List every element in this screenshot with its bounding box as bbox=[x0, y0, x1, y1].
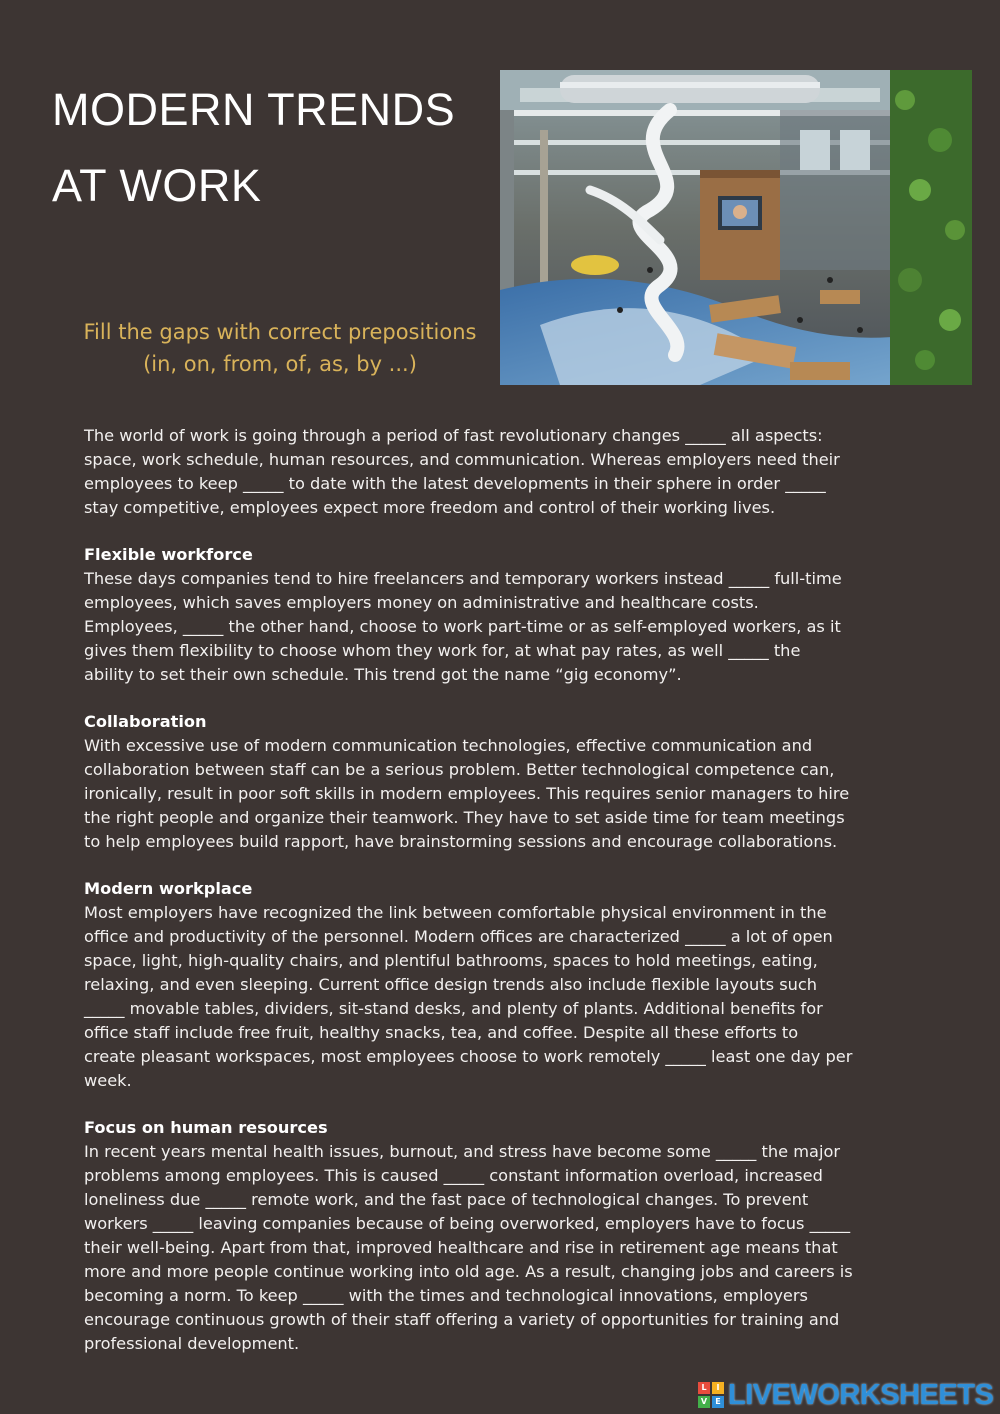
logo-cube: V bbox=[698, 1396, 710, 1408]
title-line-1: MODERN TRENDS bbox=[52, 84, 456, 135]
section-heading: Modern workplace bbox=[84, 879, 253, 898]
section-text: In recent years mental health issues, burnout, and stress have become some _____ the major problems among employees. This is caused _____ constant information overload, increased loneliness due _____ remote work, and the fast pace of technological changes. To prevent workers _____ leaving companies because of being overworked, employers have to focus _____ their well-being. Apart from that, improved healthcare and rise in retirement age means that more and more people continue working into old age. As a result, changing jobs and careers is becoming a norm. To keep _____ with the times and technological innovations, employers encourage continuous growth of their staff offering a variety of opportunities for training and professional development. bbox=[84, 1142, 853, 1353]
section-collaboration bbox=[84, 710, 854, 854]
intro-paragraph: The world of work is going through a period of fast revolutionary changes _____ all aspects: space, work schedule, human resources, and communication. Whereas employers need their employees to keep _____ to date with the latest developments in their sphere in order _____ stay competitive, employees expect more freedom and control of their working lives. bbox=[84, 426, 840, 517]
logo-cube: I bbox=[712, 1382, 724, 1394]
logo-cube: E bbox=[712, 1396, 724, 1408]
section-human-resources bbox=[84, 1116, 854, 1356]
instructions-line-2: (in, on, from, of, as, by ...) bbox=[143, 352, 417, 376]
page-title bbox=[52, 72, 492, 224]
instructions bbox=[72, 316, 488, 380]
logo-cube: L bbox=[698, 1382, 710, 1394]
liveworksheets-logo bbox=[698, 1380, 993, 1410]
section-modern-workplace bbox=[84, 877, 854, 1093]
article-body bbox=[84, 424, 854, 1379]
title-line-2: AT WORK bbox=[52, 160, 262, 211]
section-text: With excessive use of modern communication technologies, effective communication and collaboration between staff can be a serious problem. Better technological competence can, ironically, result in poor soft skills in modern employees. This requires senior managers to hire the right people and organize their teamwork. They have to set aside time for team meetings to help employees build rapport, have brainstorming sessions and encourage collaborations. bbox=[84, 736, 850, 851]
section-heading: Flexible workforce bbox=[84, 545, 253, 564]
section-heading: Collaboration bbox=[84, 712, 207, 731]
office-photo bbox=[500, 70, 972, 385]
section-text: Most employers have recognized the link between comfortable physical environment in the office and productivity of the personnel. Modern offices are characterized _____ a lot of open space, light, high-quality chairs, and plentiful bathrooms, spaces to hold meetings, eating, relaxing, and even sleeping. Current office design trends also include flexible layouts such _____ movable tables, dividers, sit-stand desks, and plenty of plants. Additional benefits for office staff include free fruit, healthy snacks, tea, and coffee. Despite all these efforts to create pleasant workspaces, most employees choose to work remotely _____ least one day per week. bbox=[84, 903, 853, 1090]
section-heading: Focus on human resources bbox=[84, 1118, 328, 1137]
logo-cubes-icon bbox=[698, 1382, 724, 1408]
office-atrium-illustration bbox=[500, 70, 972, 385]
instructions-line-1: Fill the gaps with correct prepositions bbox=[83, 320, 477, 344]
logo-text: LIVEWORKSHEETS bbox=[728, 1378, 994, 1411]
section-flexible-workforce bbox=[84, 543, 854, 687]
section-text: These days companies tend to hire freelancers and temporary workers instead _____ full-time employees, which saves employers money on administrative and healthcare costs. Employees, _____ the other hand, choose to work part-time or as self-employed workers, as it gives them flexibility to choose whom they work for, at what pay rates, as well _____ the ability to set their own schedule. This trend got the name “gig economy”. bbox=[84, 569, 842, 684]
